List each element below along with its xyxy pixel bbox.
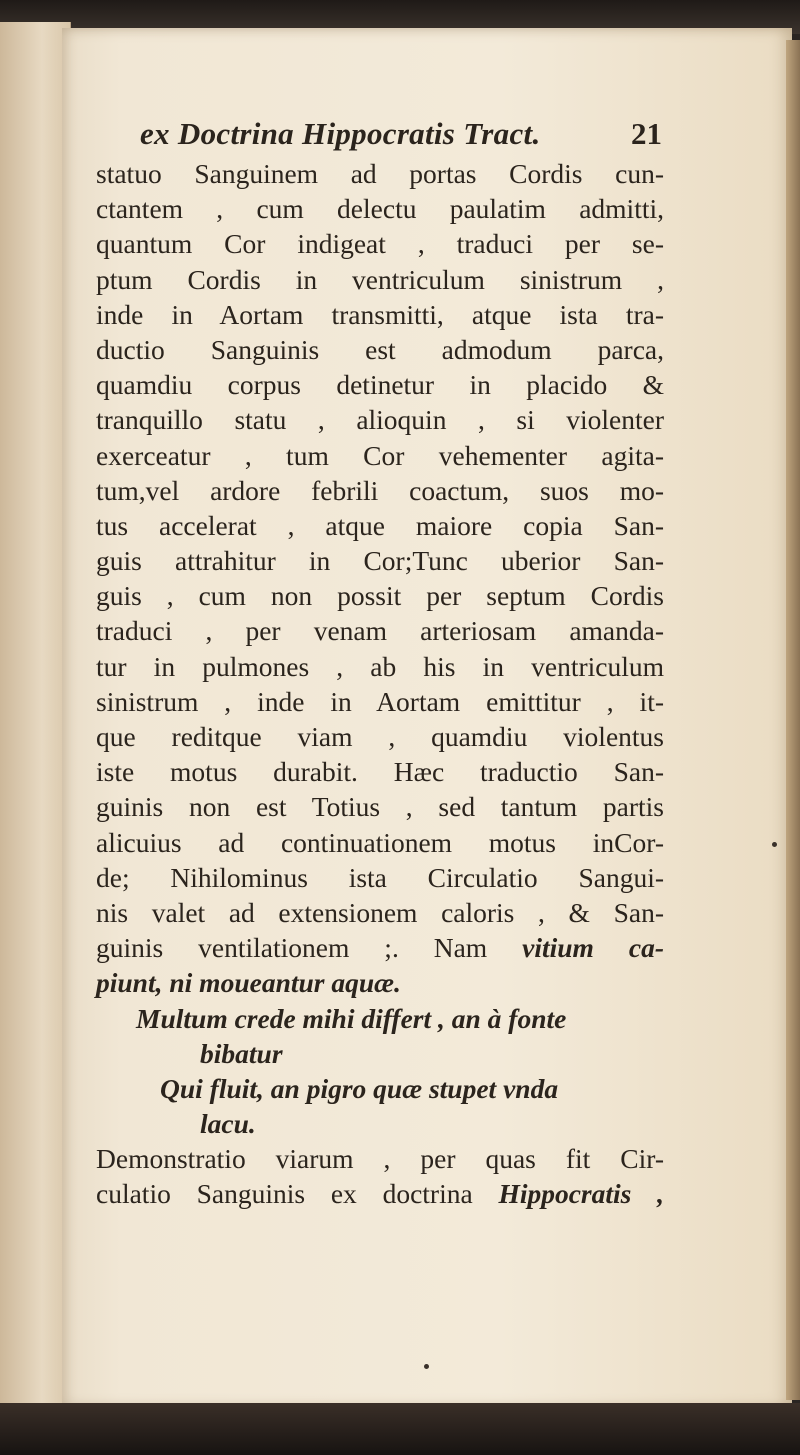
text-line: tranquillo statu , alioquin , si violenter [96, 404, 664, 436]
body-text [96, 156, 664, 1212]
running-head: ex Doctrina Hippocratis Tract. [140, 116, 541, 151]
text-line: tum,vel ardore febrili coactum, suos mo- [96, 474, 664, 506]
text-line: alicuius ad continuationem motus inCor- [96, 826, 664, 858]
text-line: guis , cum non possit per septum Cordis [96, 580, 664, 612]
text-line: statuo Sanguinem ad portas Cordis cun- [96, 158, 664, 189]
text-line: ctantem , cum delectu paulatim admitti, [96, 193, 664, 225]
text-line: sinistrum , inde in Aortam emittitur , it- [96, 685, 664, 717]
text-line: de; Nihilominus ista Circulatio Sangui- [96, 861, 664, 893]
text-line-with-name [96, 1176, 664, 1211]
text-line: iste motus durabit. Hæc traductio San- [96, 756, 664, 788]
bottom-binding-edge [0, 1403, 800, 1455]
text-line: tus accelerat , atque maiore copia San- [96, 509, 664, 541]
page-fore-edge [786, 40, 800, 1400]
text-line: quamdiu corpus detinetur in placido & [96, 369, 664, 401]
text-line: Demonstratio viarum , per quas fit Cir- [96, 1143, 664, 1175]
page-number: 21 [631, 116, 662, 151]
text-line: guinis non est Totius , sed tantum partis [96, 791, 664, 823]
text-line: guis attrahitur in Cor;Tunc uberior San- [96, 545, 664, 577]
text-line: ptum Cordis in ventriculum sinistrum , [96, 263, 664, 295]
ink-speck [772, 842, 777, 847]
text-fragment: culatio Sanguinis ex doctrina [96, 1178, 473, 1210]
text-line: inde in Aortam transmitti, atque ista tra- [96, 298, 664, 330]
text-line: tur in pulmones , ab his in ventriculum [96, 650, 664, 682]
text-line: ductio Sanguinis est admodum parca, [96, 333, 664, 365]
left-page-leaf [0, 22, 71, 1412]
verse-line: Qui fluit, an pigro quæ stupet vnda [160, 1072, 559, 1104]
text-line-with-quote [96, 930, 664, 965]
text-line: traduci , per venam arteriosam amanda- [96, 615, 664, 647]
text-line: quantum Cor indigeat , traduci per se- [96, 228, 664, 260]
text-fragment: guinis ventilationem ;. Nam [96, 932, 488, 964]
quote-fragment: vitium ca- [522, 932, 664, 964]
text-line: nis valet ad extensionem caloris , & San- [96, 896, 664, 928]
quote-line: piunt, ni moueantur aquæ. [96, 967, 401, 999]
name-fragment: Hippocratis , [498, 1178, 664, 1210]
verse-line: bibatur [200, 1037, 283, 1069]
verse-line: Multum crede mihi differt , an à fonte [136, 1002, 567, 1034]
text-line: exerceatur , tum Cor vehementer agita- [96, 439, 664, 471]
ink-speck [424, 1364, 429, 1369]
page-header [134, 110, 674, 156]
verse-line: lacu. [200, 1108, 256, 1140]
text-line: que reditque viam , quamdiu violentus [96, 721, 664, 752]
